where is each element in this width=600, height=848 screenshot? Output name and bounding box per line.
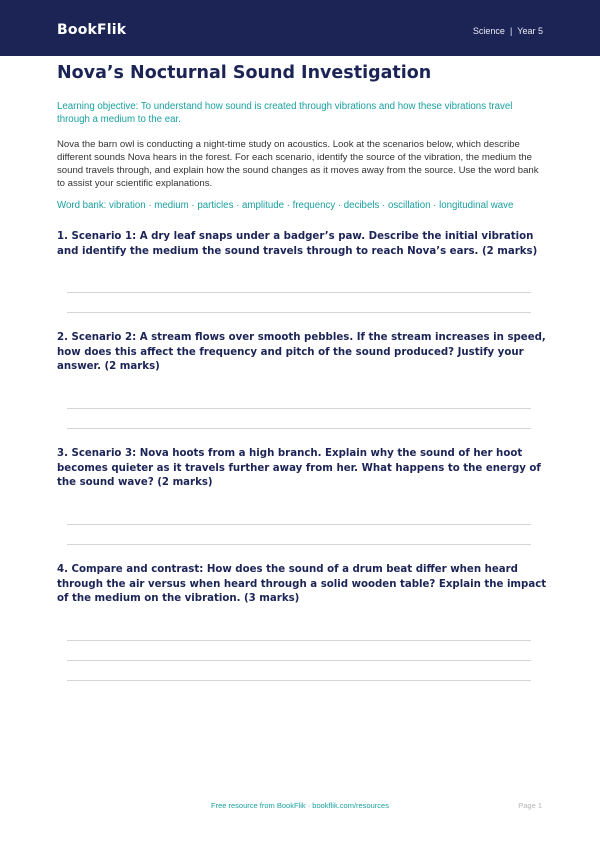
answer-line-q3-2[interactable] — [67, 544, 531, 545]
brand-logo[interactable]: BookFlik — [57, 22, 127, 38]
answer-line-q4-1[interactable] — [67, 640, 531, 641]
subject-year-label — [473, 26, 543, 36]
answer-line-q1-1[interactable] — [67, 292, 531, 293]
page-number: Page 1 — [518, 801, 542, 810]
subject-label: Science — [472, 26, 505, 36]
question-1: 1. Scenario 1: A dry leaf snaps under a badger’s paw. Describe the initial vibration and identify the medium the sound travels through to reach Nova’s ears. (2 marks) — [57, 231, 538, 257]
answer-line-q4-3[interactable] — [67, 680, 531, 681]
footer-link[interactable]: Free resource from BookFlik · bookflik.com/resources — [211, 801, 389, 810]
answer-line-q1-2[interactable] — [67, 312, 531, 313]
intro-paragraph: Nova the barn owl is conducting a night-time study on acoustics. Look at the scenarios below, which describe different sounds Nova hears in the forest. For each scenario, identify the source of the vibration, the medium the sound travels through, and explain how the sound changes as it moves away from the source. Use the word bank to assist your scientific explanations. — [57, 139, 539, 189]
answer-line-q2-1[interactable] — [67, 408, 531, 409]
question-4: 4. Compare and contrast: How does the sound of a drum beat differ when heard through the air versus when heard through a solid wooden table? Explain the impact of the medium on the vibration. (3 marks) — [57, 564, 547, 604]
word-bank: Word bank: vibration · medium · particles · amplitude · frequency · decibels · oscillation · longitudinal wave — [57, 200, 514, 211]
meta-separator: | — [509, 26, 513, 36]
answer-line-q3-1[interactable] — [67, 524, 531, 525]
question-2: 2. Scenario 2: A stream flows over smooth pebbles. If the stream increases in speed, how does this affect the frequency and pitch of the sound produced? Justify your answer. (2 marks) — [57, 332, 546, 372]
answer-line-q4-2[interactable] — [67, 660, 531, 661]
page-title: Nova’s Nocturnal Sound Investigation — [57, 63, 432, 83]
header-bar — [0, 0, 600, 56]
question-3: 3. Scenario 3: Nova hoots from a high branch. Explain why the sound of her hoot becomes quieter as it travels further away from her. What happens to the energy of the sound wave? (2 marks) — [57, 448, 541, 488]
year-label: Year 5 — [517, 26, 543, 36]
answer-line-q2-2[interactable] — [67, 428, 531, 429]
learning-objective: Learning objective: To understand how sound is created through vibrations and how these vibrations travel through a medium to the ear. — [57, 101, 513, 125]
